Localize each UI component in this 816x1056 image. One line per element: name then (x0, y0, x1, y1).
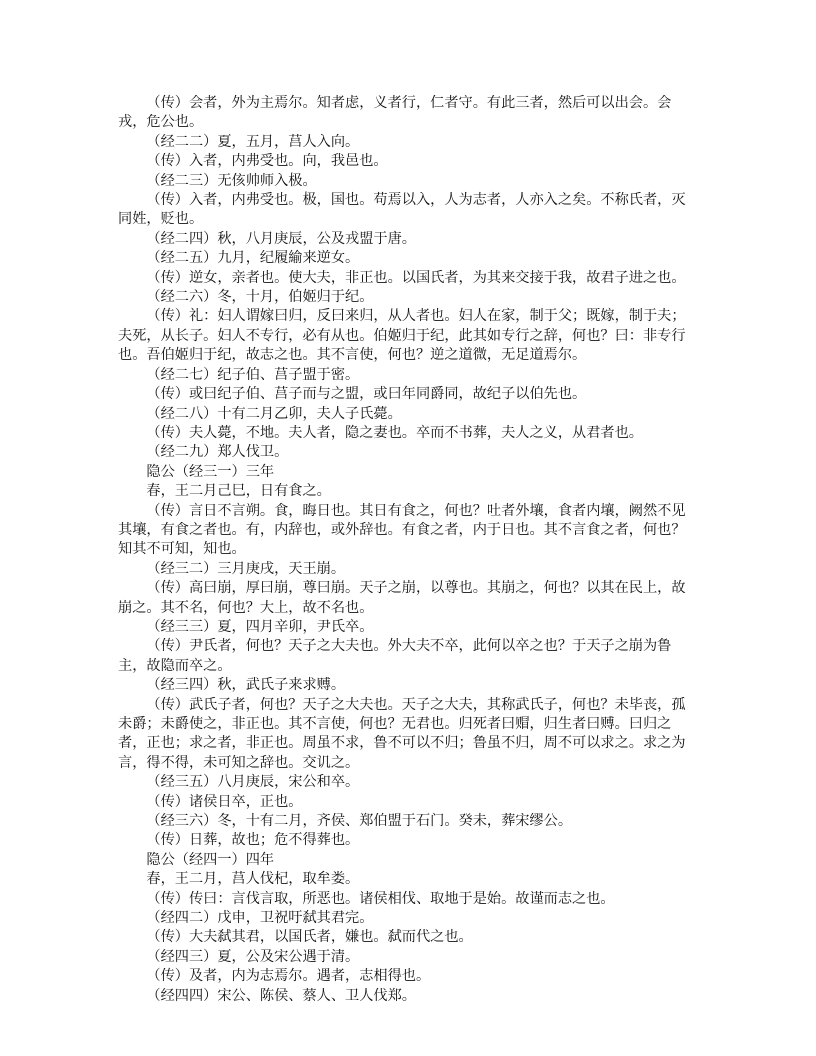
paragraph: （传）夫人薨，不地。夫人者，隐之妻也。卒而不书葬，夫人之义，从君者也。 (146, 424, 643, 441)
paragraph: （传）礼：妇人谓嫁曰归，反曰来归，从人者也。妇人在家，制于父；既嫁，制于夫；夫死，从长子。妇人不专行，必有从也。伯姬归于纪，此其如专行之辞，何也？曰：非专行也。吾伯姬归于纪，故志之也。其不言使，何也？逆之道微，无足道焉尔。 (118, 308, 686, 364)
paragraph: （经四三）夏，公及宋公遇于清。 (146, 948, 360, 965)
paragraph: （传）入者，内弗受也。极，国也。苟焉以入，人为志者，人亦入之矣。不称氏者，灭同姓，贬也。 (118, 192, 686, 228)
paragraph: （经三三）夏，四月辛卯，尹氏卒。 (146, 618, 374, 635)
paragraph: （传）大夫弑其君，以国氏者，嫌也。弑而代之也。 (146, 929, 473, 946)
paragraph: （经三二）三月庚戌，天王崩。 (146, 560, 346, 577)
paragraph: （传）诸侯日卒，正也。 (146, 793, 303, 810)
paragraph: 春，王二月，莒人伐杞，取牟娄。 (146, 871, 360, 888)
paragraph: （经二三）无侅帅师入极。 (146, 172, 317, 189)
paragraph: （经三五）八月庚辰，宋公和卒。 (146, 774, 360, 791)
paragraph: （传）尹氏者，何也？天子之大夫也。外大夫不卒，此何以卒之也？于天子之崩为鲁主，故隐而卒之。 (118, 638, 672, 674)
paragraph: （经二五）九月，纪履緰来逆女。 (146, 250, 360, 267)
paragraph: （传）高曰崩，厚曰崩，尊曰崩。天子之崩，以尊也。其崩之，何也？以其在民上，故崩之。其不名，何也？大上，故不名也。 (118, 580, 686, 616)
paragraph: （经四四）宋公、陈侯、蔡人、卫人伐郑。 (146, 987, 416, 1004)
paragraph: （传）逆女，亲者也。使大夫，非正也。以国氏者，为其来交接于我，故君子进之也。 (146, 269, 686, 286)
paragraph: （经三六）冬，十有二月，齐侯、郑伯盟于石门。癸未，葬宋缪公。 (146, 813, 573, 830)
paragraph: （经二九）郑人伐卫。 (146, 444, 289, 461)
section-heading: 隐公（经四一）四年 (146, 851, 275, 868)
paragraph: （经二八）十有二月乙卯，夫人子氏薨。 (146, 405, 402, 422)
paragraph: 春，王二月己巳，日有食之。 (146, 483, 331, 500)
paragraph: （经四二）戊申，卫祝吁弑其君完。 (146, 910, 374, 927)
paragraph: （传）或曰纪子伯、莒子而与之盟，或曰年同爵同，故纪子以伯先也。 (146, 386, 587, 403)
paragraph: （经二七）纪子伯、莒子盟于密。 (146, 366, 360, 383)
paragraph: （传）传曰：言伐言取，所恶也。诸侯相伐、取地于是始。故谨而志之也。 (146, 890, 615, 907)
paragraph: （传）入者，内弗受也。向，我邑也。 (146, 153, 388, 170)
section-heading: 隐公（经三一）三年 (146, 463, 275, 480)
paragraph: （传）日葬，故也；危不得葬也。 (146, 832, 360, 849)
paragraph: （经二四）秋，八月庚辰，公及戎盟于唐。 (146, 230, 416, 247)
paragraph: （传）及者，内为志焉尔。遇者，志相得也。 (146, 968, 431, 985)
paragraph: （传）武氏子者，何也？天子之大夫也。天子之大夫，其称武氏子，何也？未毕丧，孤未爵；未爵使之，非正也。其不言使，何也？无君也。归死者曰赗，归生者曰赙。曰归之者，正也；求之者，非正也。周虽不求，鲁不可以不归；鲁虽不归，周不可以求之。求之为言，得不得，未可知之辞也。交讥之。 (118, 696, 686, 771)
paragraph: （传）会者，外为主焉尔。知者虑，义者行，仁者守。有此三者，然后可以出会。会戎，危公也。 (118, 95, 672, 131)
document-page (118, 94, 698, 1006)
paragraph: （传）言日不言朔。食，晦日也。其日有食之，何也？吐者外壤，食者内壤，阙然不见其壤，有食之者也。有，内辞也，或外辞也。有食之者，内于日也。其不言食之者，何也？知其不可知，知也。 (118, 502, 686, 558)
paragraph: （经三四）秋，武氏子来求赙。 (146, 677, 346, 694)
paragraph: （经二六）冬，十月，伯姬归于纪。 (146, 289, 374, 306)
paragraph: （经二二）夏，五月，莒人入向。 (146, 133, 360, 150)
